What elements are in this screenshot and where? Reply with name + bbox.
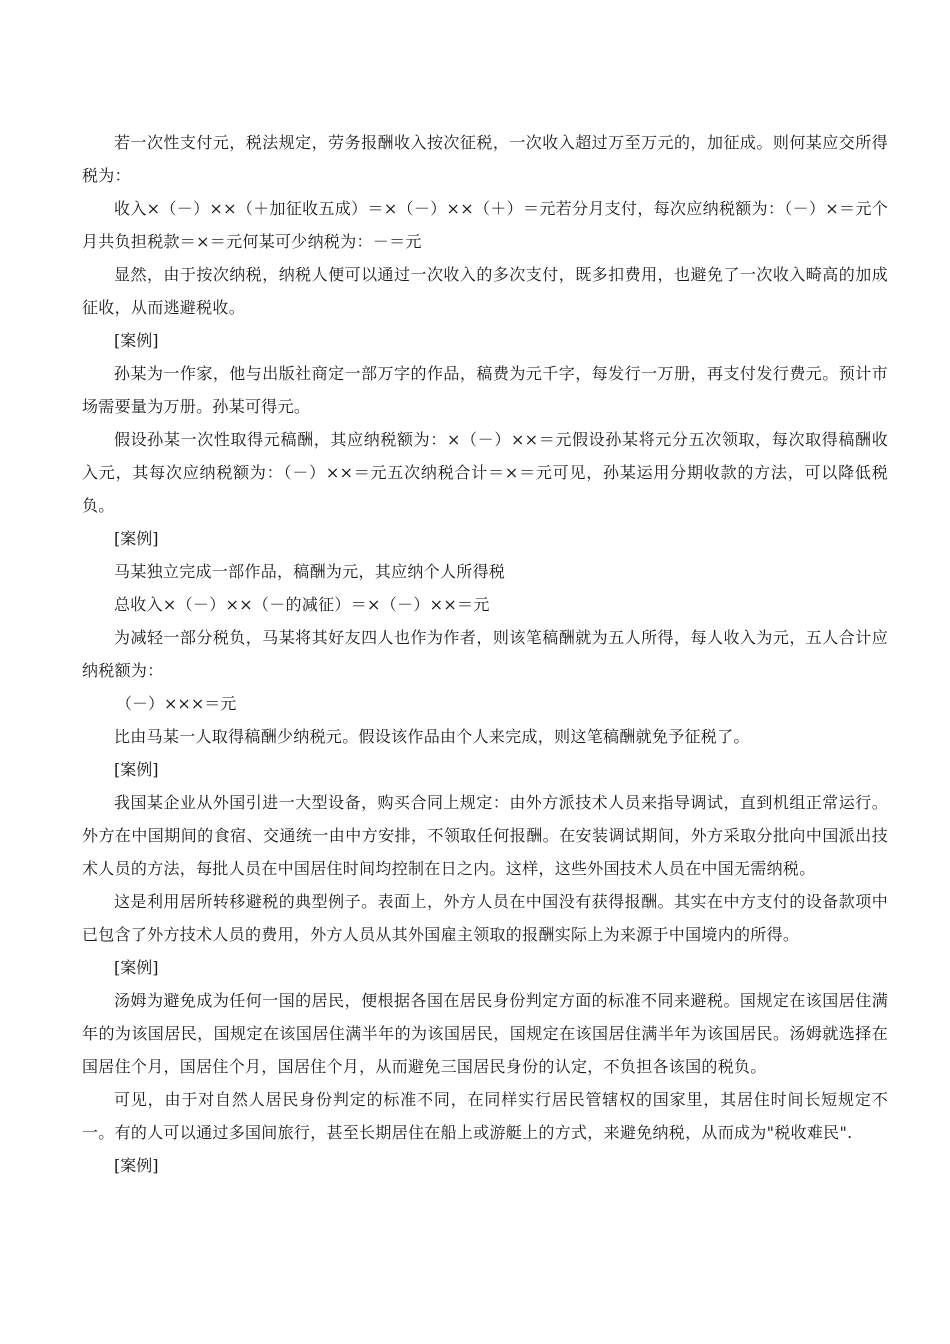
paragraph-formula: 收入×（－）××（＋加征收五成）＝×（－）××（＋）＝元若分月支付，每次应纳税额为：（－）×＝元个月共负担税款＝×＝元何某可少纳税为：－＝元 [82,199,888,251]
case-label: [案例] [114,958,159,977]
paragraph: 可见，由于对自然人居民身份判定的标准不同，在同样实行居民管辖权的国家里，其居住时间长短规定不一。有的人可以通过多国间旅行，甚至长期居住在船上或游艇上的方式，来避免纳税，从而成为"税收难民". [82,1090,888,1142]
paragraph: 马某独立完成一部作品，稿酬为元，其应纳个人所得税 [114,562,506,581]
paragraph-formula: 总收入×（－）××（－的减征）＝×（－）××＝元 [114,595,490,614]
paragraph-formula: （－）×××＝元 [116,694,237,713]
case-label: [案例] [114,760,159,779]
paragraph: 这是利用居所转移避税的典型例子。表面上，外方人员在中国没有获得报酬。其实在中方支付的设备款项中已包含了外方技术人员的费用，外方人员从其外国雇主领取的报酬实际上为来源于中国境内的所得。 [82,892,888,944]
paragraph: 为减轻一部分税负，马某将其好友四人也作为作者，则该笔稿酬就为五人所得，每人收入为元，五人合计应纳税额为： [82,628,888,680]
paragraph: 汤姆为避免成为任何一国的居民，便根据各国在居民身份判定方面的标准不同来避税。国规定在该国居住满年的为该国居民，国规定在该国居住满半年的为该国居民，国规定在该国居住满半年为该国居民。汤姆就选择在国居住个月，国居住个月，国居住个月，从而避免三国居民身份的认定，不负担各该国的税负。 [82,991,888,1076]
paragraph: 孙某为一作家，他与出版社商定一部万字的作品，稿费为元千字，每发行一万册，再支付发行费元。预计市场需要量为万册。孙某可得元。 [82,364,888,416]
paragraph: 若一次性支付元，税法规定，劳务报酬收入按次征税，一次收入超过万至万元的，加征成。则何某应交所得税为： [82,133,888,185]
paragraph: 比由马某一人取得稿酬少纳税元。假设该作品由个人来完成，则这笔稿酬就免予征税了。 [114,727,750,746]
case-label: [案例] [114,529,159,548]
paragraph: 我国某企业从外国引进一大型设备，购买合同上规定：由外方派技术人员来指导调试，直到机组正常运行。外方在中国期间的食宿、交通统一由中方安排，不领取任何报酬。在安装调试期间，外方采取分批向中国派出技术人员的方法，每批人员在中国居住时间均控制在日之内。这样，这些外国技术人员在中国无需纳税。 [82,793,888,878]
paragraph: 显然，由于按次纳税，纳税人便可以通过一次收入的多次支付，既多扣费用，也避免了一次收入畸高的加成征收，从而逃避税收。 [82,265,888,317]
case-label: [案例] [114,1156,159,1175]
document-body [82,126,888,1182]
case-label: [案例] [114,331,159,350]
paragraph: 假设孙某一次性取得元稿酬，其应纳税额为：×（－）××＝元假设孙某将元分五次领取，每次取得稿酬收入元，其每次应纳税额为：（－）××＝元五次纳税合计＝×＝元可见，孙某运用分期收款的方法，可以降低税负。 [82,430,888,515]
